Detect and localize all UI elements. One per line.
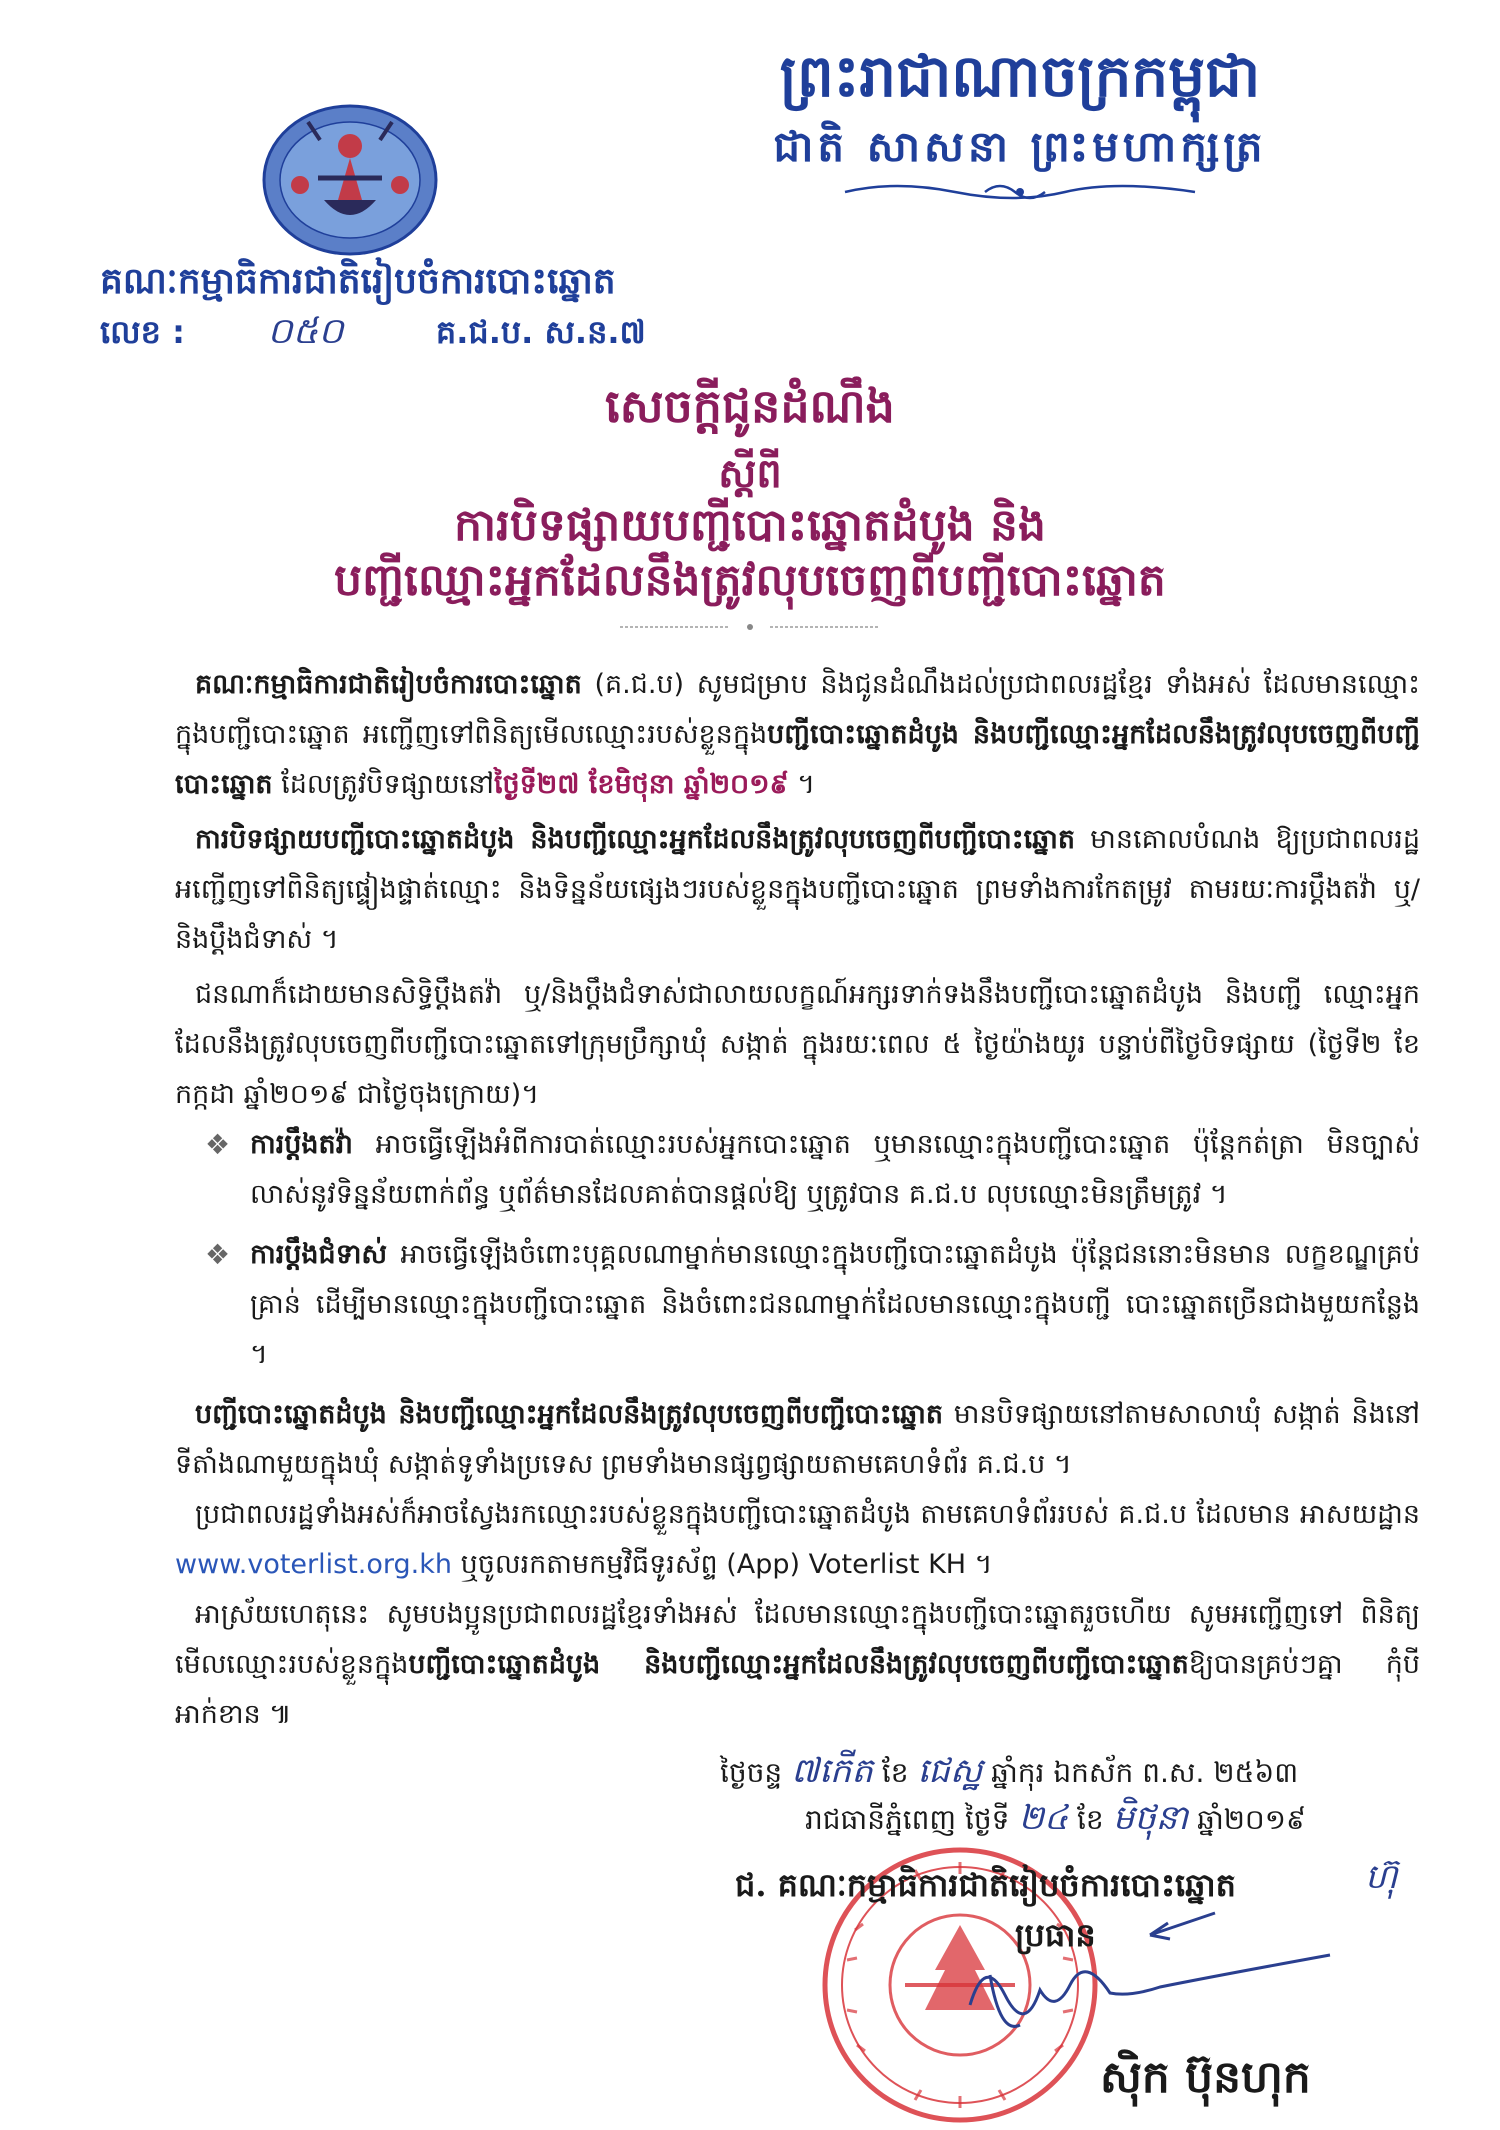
voterlist-link[interactable]: www.voterlist.org.kh: [175, 1549, 453, 1580]
p1-org: គណៈកម្មាធិការជាតិរៀបចំការបោះឆ្នោត: [195, 669, 582, 700]
handwritten-month: មិថុនា: [1112, 1798, 1189, 1838]
place-date-line: រាជធានីភ្នំពេញ ថ្ងៃទី ២៤ ខែ មិថុនា ឆ្នាំ២០១៩: [805, 1798, 1306, 1838]
notice-title: សេចក្តីជូនដំណឹង: [605, 379, 895, 433]
paragraph-4: បញ្ជីបោះឆ្នោតដំបូង និងបញ្ជីឈ្មោះអ្នកដែលនឹងត្រូវលុបចេញពីបញ្ជីបោះឆ្នោត មានបិទផ្សាយនៅតាមសាលាឃុំ សង្កាត់ និងនៅទីតាំងណាមួយក្នុងឃុំ សង្កាត់ទូទាំងប្រទេស ព្រមទាំងមានផ្សព្វផ្សាយតាមគេហទំព័រ គ.ជ.ប ។: [175, 1399, 1420, 1480]
paragraph-2: ការបិទផ្សាយបញ្ជីបោះឆ្នោតដំបូង និងបញ្ជីឈ្មោះអ្នកដែលនឹងត្រូវលុបចេញពីបញ្ជីបោះឆ្នោត មានគោលបំណង ឱ្យប្រជាពលរដ្ឋអញ្ជើញទៅពិនិត្យផ្ទៀងផ្ទាត់ឈ្មោះ និងទិន្នន័យផ្សេងៗរបស់ខ្លួនក្នុងបញ្ជីបោះឆ្នោត ព្រមទាំងការកែតម្រូវ តាមរយៈការប្តឹងតវ៉ា ឬ/និងប្តឹងជំទាស់ ។: [175, 824, 1420, 955]
display-date: ថ្ងៃទី២៧ ខែមិថុនា ឆ្នាំ២០១៩: [493, 769, 789, 800]
reference-line: [100, 308, 646, 361]
notice-subject-line1: ការបិទផ្សាយបញ្ជីបោះឆ្នោតដំបូង និង: [454, 500, 1046, 551]
signatory-title: ប្រធាន: [1015, 1916, 1096, 1954]
signatory-org: ជ. គណៈកម្មាធិការជាតិរៀបចំការបោះឆ្នោត: [735, 1866, 1236, 1904]
paragraph-6: អាស្រ័យហេតុនេះ សូមបងប្អូនប្រជាពលរដ្ឋខ្មែរទាំងអស់ ដែលមានឈ្មោះក្នុងបញ្ជីបោះឆ្នោតរួចហើយ សូមអញ្ជើញទៅ ពិនិត្យមើលឈ្មោះរបស់ខ្លួនក្នុងបញ្ជីបោះឆ្នោតដំបូង និងបញ្ជីឈ្មោះអ្នកដែលនឹងត្រូវលុបចេញពីបញ្ជីបោះឆ្នោតឱ្យបានគ្រប់ៗគ្នា កុំបីអាក់ខាន ៕: [175, 1599, 1420, 1730]
handwritten-lunar-month: ជេស្ឋ: [917, 1751, 983, 1791]
bullet-objection: ការប្តឹងជំទាស់ អាចធ្វើឡើងចំពោះបុគ្គលណាម្នាក់មានឈ្មោះក្នុងបញ្ជីបោះឆ្នោតដំបូង ប៉ុន្តែជននោះមិនមាន លក្ខខណ្ឌគ្រប់គ្រាន់ ដើម្បីមានឈ្មោះក្នុងបញ្ជីបោះឆ្នោត និងចំពោះជនណាម្នាក់ដែលមានឈ្មោះក្នុងបញ្ជី បោះឆ្នោតច្រើនជាងមួយកន្លែង ។: [250, 1239, 1420, 1370]
issuer-name: គណៈកម្មាធិការជាតិរៀបចំការបោះឆ្នោត: [100, 260, 616, 302]
signatory-name: ស៊ិក ប៊ុនហុក: [1100, 2052, 1311, 2103]
handwritten-lunar-day: ៧កើត: [791, 1751, 873, 1791]
paragraph-3: ជនណាក៏ដោយមានសិទ្ធិប្តឹងតវ៉ា ឬ/និងប្តឹងជំទាស់ជាលាយលក្ខណ៍អក្សរទាក់ទងនឹងបញ្ជីបោះឆ្នោតដំបូង និងបញ្ជី ឈ្មោះអ្នកដែលនឹងត្រូវលុបចេញពីបញ្ជីបោះឆ្នោតទៅក្រុមប្រឹក្សាឃុំ សង្កាត់ ក្នុងរយៈពេល ៥ ថ្ងៃយ៉ាងយូរ បន្ទាប់ពីថ្ងៃបិទផ្សាយ (ថ្ងៃទី២ ខែកក្កដា ឆ្នាំ២០១៩ ជាថ្ងៃចុងក្រោយ)។: [175, 979, 1420, 1110]
notice-about: ស្តីពី: [718, 450, 782, 497]
bullet-complaint: ការប្តឹងតវ៉ា អាចធ្វើឡើងអំពីការបាត់ឈ្មោះរបស់អ្នកបោះឆ្នោត ឬមានឈ្មោះក្នុងបញ្ជីបោះឆ្នោត ប៉ុន្តែកត់ត្រា មិនច្បាស់លាស់នូវទិន្នន័យពាក់ព័ន្ធ ឬព័ត៌មានដែលគាត់បានផ្តល់ឱ្យ ឬត្រូវបាន គ.ជ.ប លុបឈ្មោះមិនត្រឹមត្រូវ ។: [250, 1129, 1420, 1210]
national-motto: ជាតិ សាសនា ព្រះមហាក្សត្រ: [773, 122, 1267, 171]
nec-emblem: [258, 100, 443, 260]
handwritten-signature: [960, 1935, 1340, 2055]
ornament-divider: [835, 180, 1205, 204]
paragraph-1: គណៈកម្មាធិការជាតិរៀបចំការបោះឆ្នោត (គ.ជ.ប) សូមជម្រាប និងជូនដំណឹងដល់ប្រជាពលរដ្ឋខ្មែរ ទាំងអស់ ដែលមានឈ្មោះក្នុងបញ្ជីបោះឆ្នោត អញ្ជើញទៅពិនិត្យមើលឈ្មោះរបស់ខ្លួនក្នុងបញ្ជីបោះឆ្នោតដំបូង និងបញ្ជីឈ្មោះអ្នកដែលនឹងត្រូវលុបចេញពីបញ្ជីបោះឆ្នោត ដែលត្រូវបិទផ្សាយនៅថ្ងៃទី២៧ ខែមិថុនា ឆ្នាំ២០១៩ ។: [175, 669, 1420, 800]
paragraph-5: ប្រជាពលរដ្ឋទាំងអស់ក៏អាចស្វែងរកឈ្មោះរបស់ខ្លួនក្នុងបញ្ជីបោះឆ្នោតដំបូង តាមគេហទំព័ររបស់ គ.ជ.ប ដែលមាន អាសយដ្ឋាន www.voterlist.org.kh ឬចូលរកតាមកម្មវិធីទូរស័ព្ទ (App) Voterlist KH ។: [175, 1499, 1420, 1580]
notice-subject-line2: បញ្ជីឈ្មោះអ្នកដែលនឹងត្រូវលុបចេញពីបញ្ជីបោះឆ្នោត: [334, 555, 1166, 606]
handwritten-day: ២៤: [1018, 1798, 1069, 1838]
title-divider: [620, 620, 880, 634]
ref-label: លេខ :: [100, 313, 185, 351]
kingdom-heading: ព្រះរាជាណាចក្រកម្ពុជា: [779, 42, 1261, 110]
lunar-date-line: ថ្ងៃចន្ទ ៧កើត ខែ ជេស្ឋ ឆ្នាំកុរ ឯកស័ក ព.ស. ២៥៦៣: [720, 1751, 1299, 1791]
diamond-bullet-icon: ❖: [205, 1128, 231, 1161]
handwritten-initial: ហ៊ុ: [1365, 1857, 1398, 1897]
ref-suffix: គ.ជ.ប. ស.ន.៧: [435, 313, 646, 351]
diamond-bullet-icon: ❖: [205, 1238, 231, 1271]
ref-number: ០៥០: [267, 311, 344, 352]
